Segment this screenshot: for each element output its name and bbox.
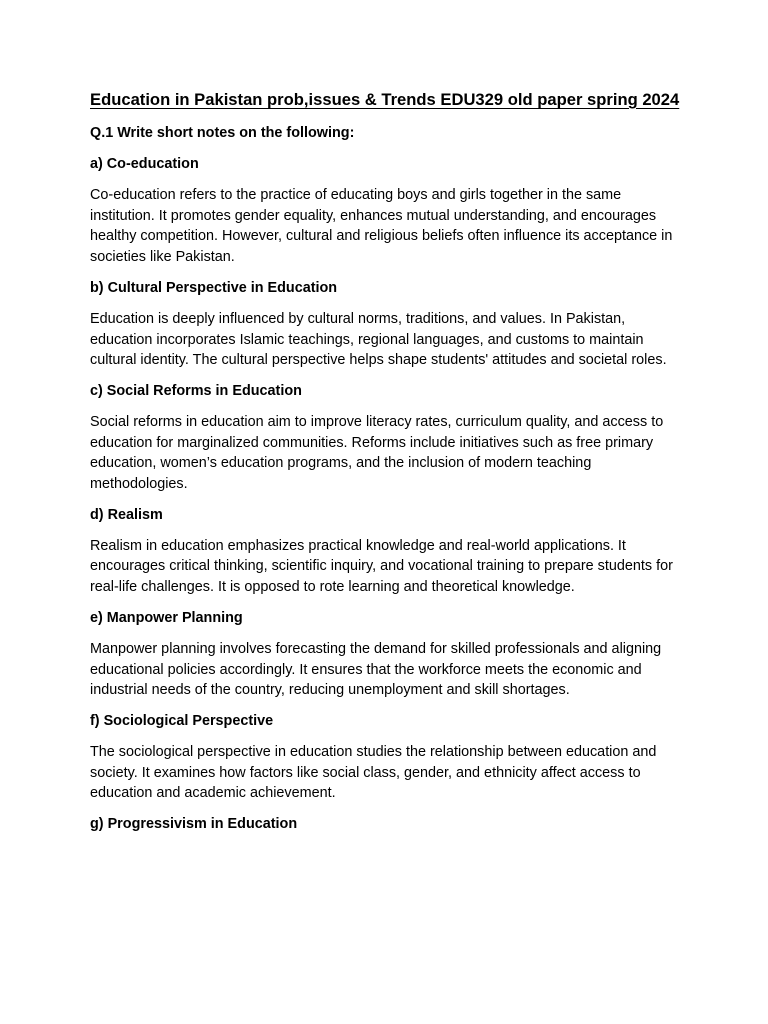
note-heading-co-education: a) Co-education [90,156,199,172]
document-page [90,88,690,845]
note-body-social-reforms: Social reforms in education aim to improve literacy rates, curriculum quality, and access to education for marginalized communities. Reforms include initiatives such as free primary education, women’s education programs, and the inclusion of modern teaching methodologies. [90,413,664,493]
note-body-manpower-planning: Manpower planning involves forecasting the demand for skilled professionals and aligning educational policies accordingly. It ensures that the workforce meets the economic and industrial needs of the country, reducing unemployment and skill shortages. [90,640,662,699]
note-body-realism: Realism in education emphasizes practical knowledge and real-world applications. It encourages critical thinking, scientific inquiry, and vocational training to prepare students for real-life challenges. It is opposed to rote learning and theoretical knowledge. [90,537,673,596]
question-heading: Q.1 Write short notes on the following: [90,125,355,141]
note-heading-cultural-perspective: b) Cultural Perspective in Education [90,279,338,296]
note-heading-realism: d) Realism [90,506,163,523]
note-heading-manpower-planning: e) Manpower Planning [90,609,243,626]
note-heading-social-reforms: c) Social Reforms in Education [90,382,302,399]
note-body-cultural-perspective: Education is deeply influenced by cultural norms, traditions, and values. In Pakistan, education incorporates Islamic teachings, regional languages, and customs to maintain cultural identity. The cultural perspective helps shape students' attitudes and societal roles. [90,310,667,369]
note-heading-progressivism: g) Progressivism in Education [90,816,298,833]
note-heading-sociological-perspective: f) Sociological Perspective [90,712,274,729]
note-body-sociological-perspective: The sociological perspective in education studies the relationship between education and society. It examines how factors like social class, gender, and ethnicity affect access to education and academic achievement. [90,743,657,802]
document-title: Education in Pakistan prob,issues & Trends EDU329 old paper spring 2024 [90,90,680,109]
note-body-co-education: Co-education refers to the practice of educating boys and girls together in the same institution. It promotes gender equality, enhances mutual understanding, and encourages healthy competition. However, cultural and religious beliefs often influence its acceptance in societies like Pakistan. [90,187,673,266]
